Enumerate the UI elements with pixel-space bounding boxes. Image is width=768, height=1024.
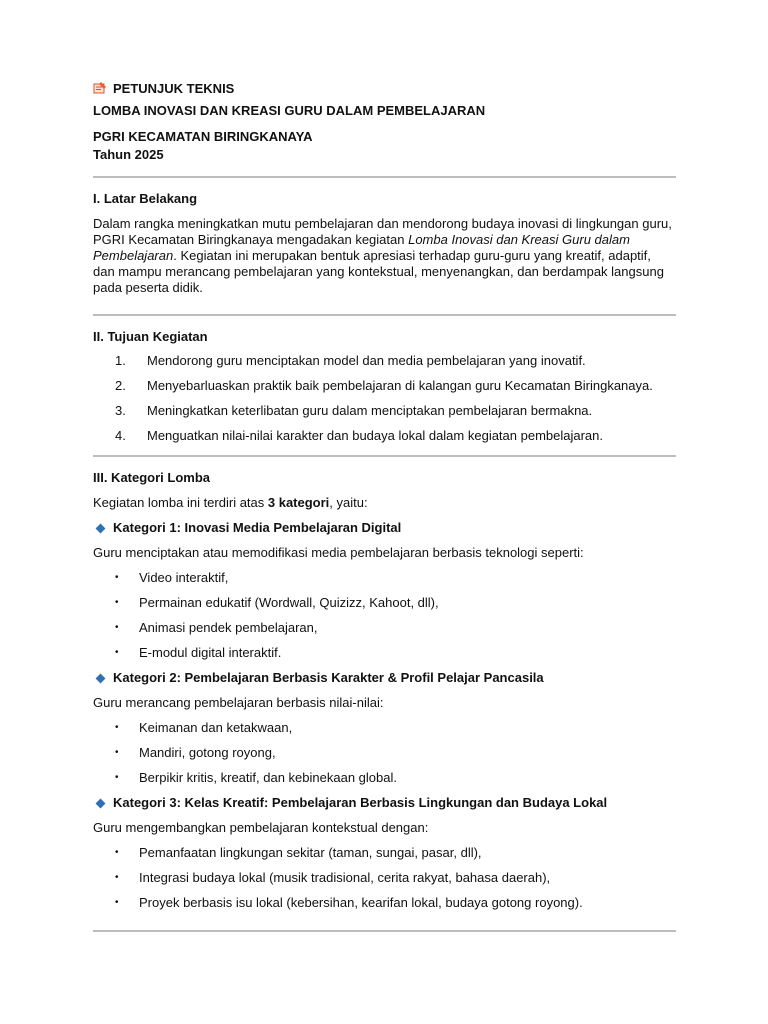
list-item <box>93 377 676 395</box>
paragraph-text: Dalam rangka meningkatkan mutu pembelajaran dan mendorong budaya inovasi di lingkungan guru, PGRI Kecamatan Biringkanaya mengadakan kegiatan <box>93 216 672 247</box>
paragraph-text: . Kegiatan ini merupakan bentuk apresiasi terhadap guru-guru yang kreatif, adaptif, dan mampu merancang pembelajaran yang kontekstual, menyenangkan, dan berdampak langsung pada peserta didik. <box>93 248 664 295</box>
list-item-text: Menguatkan nilai-nilai karakter dan budaya lokal dalam kegiatan pembelajaran. <box>147 428 604 443</box>
doc-title: PETUNJUK TEKNIS <box>113 80 235 96</box>
doc-subtitle: LOMBA INOVASI DAN KREASI GURU DALAM PEMBELAJARAN <box>93 103 486 118</box>
list-number: 3. <box>115 403 126 418</box>
section-heading-kategori: III. Kategori Lomba <box>93 470 211 485</box>
list-item <box>93 644 676 662</box>
list-item-text: Berpikir kritis, kreatif, dan kebinekaan global. <box>139 770 397 785</box>
section-heading-tujuan: II. Tujuan Kegiatan <box>93 329 208 344</box>
doc-organization: PGRI KECAMATAN BIRINGKANAYA <box>93 129 313 144</box>
document-content <box>93 78 676 932</box>
intro-text: , yaitu: <box>329 495 368 510</box>
intro-text: Kegiatan lomba ini terdiri atas <box>93 495 268 510</box>
list-item <box>93 894 676 912</box>
list-number: 4. <box>115 428 126 443</box>
list-number: 1. <box>115 353 126 368</box>
list-item <box>93 427 676 445</box>
list-item <box>93 619 676 637</box>
list-item <box>93 719 676 737</box>
list-item-text: E-modul digital interaktif. <box>139 645 282 660</box>
bullet-icon: • <box>115 647 119 658</box>
bullet-icon: • <box>115 772 119 783</box>
list-item <box>93 569 676 587</box>
category-1-desc: Guru menciptakan atau memodifikasi media pembelajaran berbasis teknologi seperti: <box>93 545 584 560</box>
diamond-bullet-icon <box>96 523 106 533</box>
category-1-list <box>93 569 676 662</box>
list-item-text: Mendorong guru menciptakan model dan media pembelajaran yang inovatif. <box>147 353 586 368</box>
category-title-text: Kategori 3: Kelas Kreatif: Pembelajaran Berbasis Lingkungan dan Budaya Lokal <box>113 795 608 810</box>
list-item-text: Integrasi budaya lokal (musik tradisional, cerita rakyat, bahasa daerah), <box>139 870 551 885</box>
list-item-text: Permainan edukatif (Wordwall, Quizizz, Kahoot, dll), <box>139 595 439 610</box>
list-item-text: Video interaktif, <box>139 570 229 585</box>
document-icon <box>93 81 107 95</box>
list-item <box>93 402 676 420</box>
list-number: 2. <box>115 378 126 393</box>
tujuan-list <box>93 352 676 445</box>
category-2-title <box>93 669 676 687</box>
list-item-text: Keimanan dan ketakwaan, <box>139 720 293 735</box>
category-1-title <box>93 519 676 537</box>
list-item <box>93 594 676 612</box>
list-item <box>93 352 676 370</box>
list-item-text: Menyebarluaskan praktik baik pembelajaran di kalangan guru Kecamatan Biringkanaya. <box>147 378 653 393</box>
intro-bold: 3 kategori <box>267 495 330 510</box>
category-3-list <box>93 844 676 912</box>
list-item-text: Animasi pendek pembelajaran, <box>139 620 318 635</box>
section-heading-latar-belakang: I. Latar Belakang <box>93 191 198 206</box>
bullet-icon: • <box>115 597 119 608</box>
bullet-icon: • <box>115 722 119 733</box>
paragraph-emphasis: Lomba Inovasi dan Kreasi Guru dalam Pembelajaran <box>93 232 630 263</box>
list-item <box>93 769 676 787</box>
doc-year: Tahun 2025 <box>93 147 164 162</box>
list-item-text: Meningkatkan keterlibatan guru dalam menciptakan pembelajaran bermakna. <box>147 403 593 418</box>
list-item <box>93 844 676 862</box>
category-3-title <box>93 794 676 812</box>
bullet-icon: • <box>115 747 119 758</box>
bullet-icon: • <box>115 872 119 883</box>
diamond-bullet-icon <box>96 673 106 683</box>
category-3-desc: Guru mengembangkan pembelajaran kontekstual dengan: <box>93 820 429 835</box>
category-2-list <box>93 719 676 787</box>
list-item-text: Pemanfaatan lingkungan sekitar (taman, sungai, pasar, dll), <box>139 845 482 860</box>
category-title-text: Kategori 1: Inovasi Media Pembelajaran Digital <box>113 520 402 535</box>
diamond-bullet-icon <box>96 798 106 808</box>
bullet-icon: • <box>115 622 119 633</box>
bullet-icon: • <box>115 897 119 908</box>
list-item-text: Proyek berbasis isu lokal (kebersihan, kearifan lokal, budaya gotong royong). <box>139 895 583 910</box>
category-2-desc: Guru merancang pembelajaran berbasis nilai-nilai: <box>93 695 384 710</box>
category-title-text: Kategori 2: Pembelajaran Berbasis Karakter & Profil Pelajar Pancasila <box>113 670 544 685</box>
list-item <box>93 744 676 762</box>
divider <box>93 930 676 932</box>
list-item <box>93 869 676 887</box>
kategori-intro <box>93 494 676 512</box>
list-item-text: Mandiri, gotong royong, <box>139 745 276 760</box>
latar-belakang-paragraph <box>93 216 676 296</box>
bullet-icon: • <box>115 572 119 583</box>
doc-title-row <box>93 78 676 98</box>
bullet-icon: • <box>115 847 119 858</box>
